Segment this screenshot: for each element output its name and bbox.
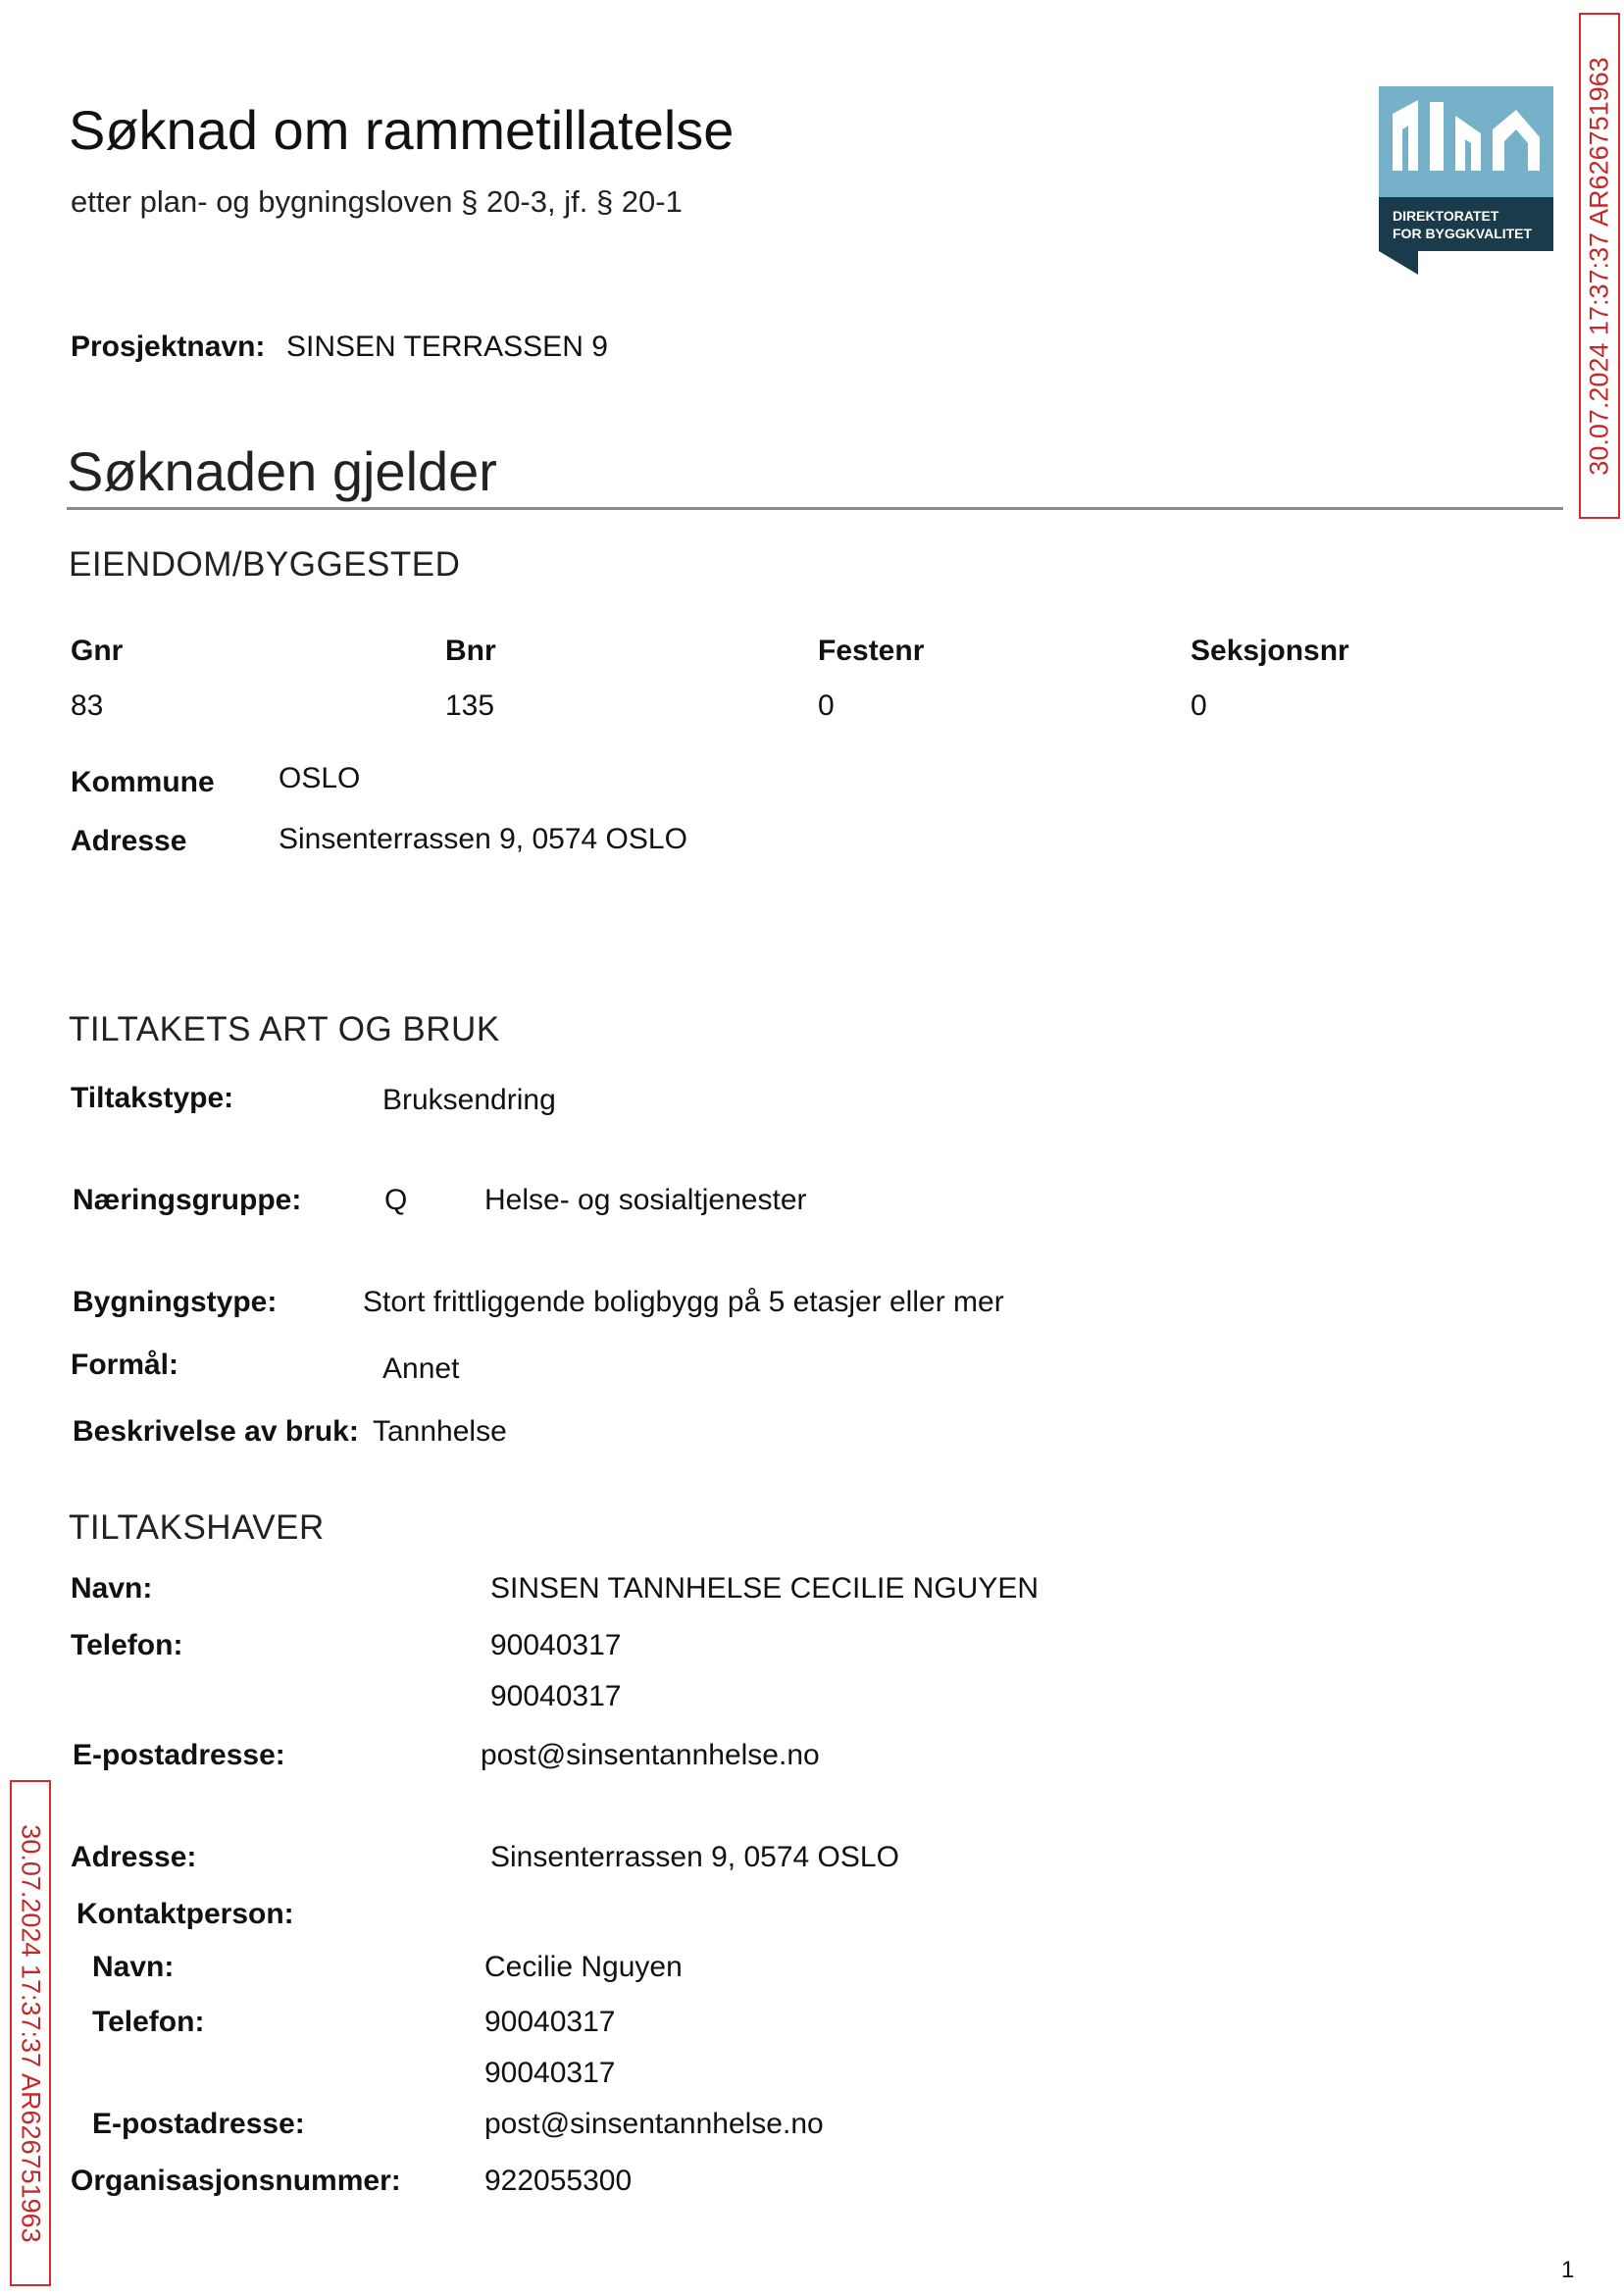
kontaktperson-label: Kontaktperson: <box>76 1898 294 1930</box>
tiltakshaver-telefon-value-1: 90040317 <box>490 1629 622 1661</box>
tiltakshaver-adresse-value: Sinsenterrassen 9, 0574 OSLO <box>490 1841 899 1873</box>
project-name-value: SINSEN TERRASSEN 9 <box>286 331 608 363</box>
logo-text-line1: DIREKTORATET <box>1393 208 1499 224</box>
naeringsgruppe-value: Helse- og sosialtjenester <box>484 1184 807 1216</box>
kontaktperson-epost-label: E-postadresse: <box>92 2108 305 2140</box>
kontaktperson-navn-value: Cecilie Nguyen <box>484 1951 683 1983</box>
kontaktperson-telefon-value-2: 90040317 <box>484 2057 616 2089</box>
tiltakshaver-epost-value: post@sinsentannhelse.no <box>481 1739 820 1771</box>
tiltak-heading: TILTAKETS ART OG BRUK <box>69 1010 500 1048</box>
seksjonsnr-value: 0 <box>1191 689 1207 722</box>
seksjonsnr-label: Seksjonsnr <box>1191 635 1349 667</box>
property-heading: EIENDOM/BYGGESTED <box>69 545 461 584</box>
kommune-value: OSLO <box>279 762 361 794</box>
gnr-value: 83 <box>71 689 104 722</box>
logo-text-line2: FOR BYGGKVALITET <box>1393 226 1533 241</box>
gnr-label: Gnr <box>71 635 124 667</box>
kontaktperson-telefon-value-1: 90040317 <box>484 2006 616 2038</box>
tiltakstype-label: Tiltakstype: <box>71 1082 234 1114</box>
page-number: 1 <box>1561 2257 1575 2283</box>
bygningstype-label: Bygningstype: <box>73 1286 278 1318</box>
tiltakshaver-telefon-value-2: 90040317 <box>490 1680 622 1712</box>
tiltakstype-value: Bruksendring <box>382 1084 556 1116</box>
tiltakshaver-heading: TILTAKSHAVER <box>69 1508 325 1547</box>
section-title: Søknaden gjelder <box>67 440 497 502</box>
bnr-value: 135 <box>445 689 495 722</box>
adresse-value: Sinsenterrassen 9, 0574 OSLO <box>279 823 687 855</box>
tiltakshaver-epost-label: E-postadresse: <box>73 1739 285 1771</box>
page-title: Søknad om rammetillatelse <box>69 99 735 161</box>
timestamp-stamp-bottom: 30.07.2024 17:37:37 AR626751963 <box>10 1780 51 2286</box>
project-name-label: Prosjektnavn: <box>71 331 266 363</box>
beskrivelse-label: Beskrivelse av bruk: <box>73 1415 359 1448</box>
orgnr-label: Organisasjonsnummer: <box>71 2165 401 2197</box>
bygningstype-value: Stort frittliggende boligbygg på 5 etasjer eller mer <box>363 1286 1004 1318</box>
adresse-label: Adresse <box>71 825 187 857</box>
bnr-label: Bnr <box>445 635 496 667</box>
orgnr-value: 922055300 <box>484 2165 633 2197</box>
tiltakshaver-adresse-label: Adresse: <box>71 1841 197 1873</box>
timestamp-stamp-top: 30.07.2024 17:37:37 AR626751963 <box>1579 13 1620 519</box>
tiltakshaver-navn-value: SINSEN TANNHELSE CECILIE NGUYEN <box>490 1572 1040 1605</box>
page-subtitle: etter plan- og bygningsloven § 20-3, jf. § 20-1 <box>71 184 683 219</box>
tiltakshaver-navn-label: Navn: <box>71 1572 153 1605</box>
kontaktperson-navn-label: Navn: <box>92 1951 175 1983</box>
kontaktperson-telefon-label: Telefon: <box>92 2006 205 2038</box>
dibk-logo-icon <box>1379 86 1553 275</box>
kommune-label: Kommune <box>71 766 215 798</box>
formal-label: Formål: <box>71 1349 179 1381</box>
formal-value: Annet <box>382 1352 460 1385</box>
beskrivelse-value: Tannhelse <box>373 1415 507 1448</box>
naeringsgruppe-code: Q <box>384 1184 408 1216</box>
tiltakshaver-telefon-label: Telefon: <box>71 1629 183 1661</box>
section-divider <box>67 507 1563 510</box>
festenr-label: Festenr <box>818 635 925 667</box>
naeringsgruppe-label: Næringsgruppe: <box>73 1184 302 1216</box>
festenr-value: 0 <box>818 689 835 722</box>
kontaktperson-epost-value: post@sinsentannhelse.no <box>484 2108 824 2140</box>
